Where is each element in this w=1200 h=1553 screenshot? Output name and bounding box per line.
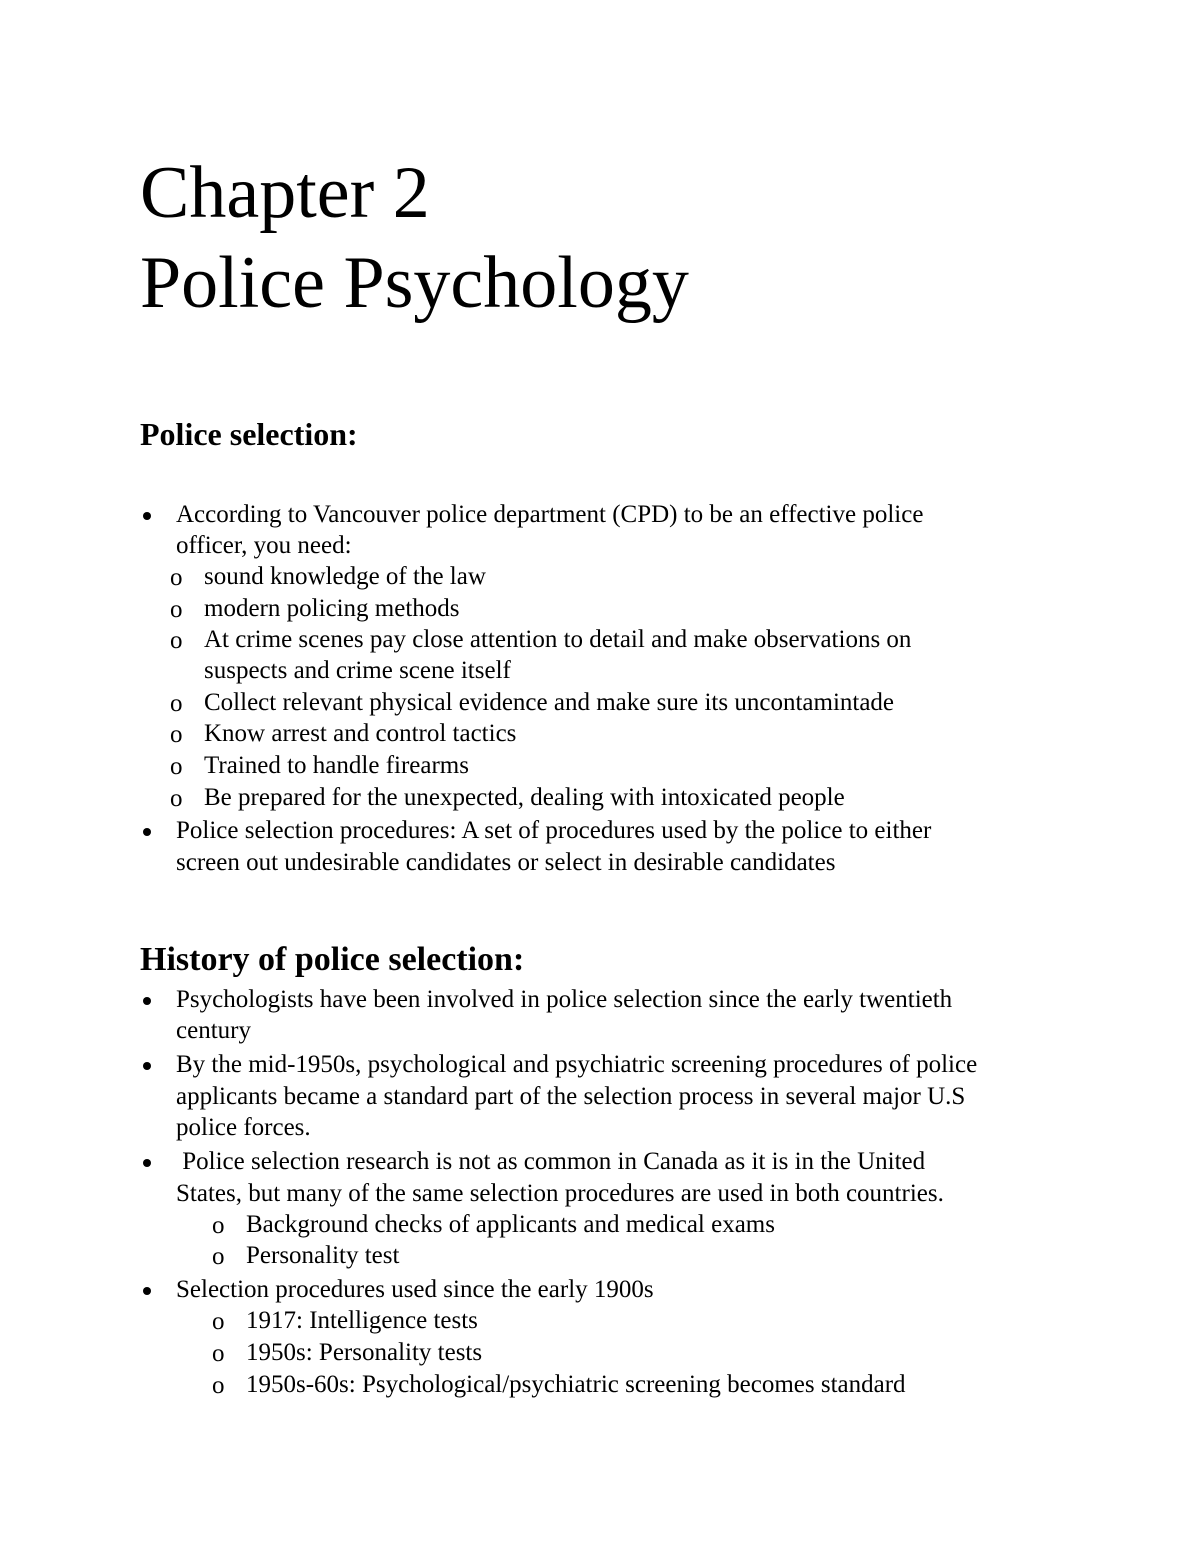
sub-list-item: modern policing methods (204, 595, 460, 622)
chapter-subtitle: Police Psychology (140, 242, 689, 324)
sub-bullet-marker: o (212, 1372, 225, 1399)
sub-list-item: Personality test (246, 1242, 400, 1269)
sub-bullet-marker: o (212, 1340, 225, 1367)
list-item-text: By the mid-1950s, psychological and psychiatric screening procedures of police (176, 1051, 978, 1078)
bullet-marker (143, 828, 151, 836)
list-item-text: Police selection procedures: A set of procedures used by the police to either (176, 817, 932, 844)
section-heading-history: History of police selection: (140, 941, 525, 978)
list-item-text: century (176, 1017, 251, 1044)
list-item-text: Selection procedures used since the early 1900s (176, 1276, 654, 1303)
sub-list-item: Know arrest and control tactics (204, 720, 517, 747)
list-item-text: Psychologists have been involved in police selection since the early twentieth (176, 986, 953, 1013)
list-item-text: According to Vancouver police department (CPD) to be an effective police (176, 501, 924, 528)
bullet-marker (143, 997, 151, 1005)
sub-bullet-marker: o (170, 753, 183, 780)
sub-list-item: 1917: Intelligence tests (246, 1307, 478, 1334)
list-item-text: officer, you need: (176, 532, 352, 559)
list-item-text: screen out undesirable candidates or select in desirable candidates (176, 849, 836, 876)
sub-bullet-marker: o (170, 564, 183, 591)
sub-bullet-marker: o (170, 627, 183, 654)
sub-bullet-marker: o (170, 721, 183, 748)
bullet-marker (143, 1062, 151, 1070)
sub-bullet-marker: o (212, 1308, 225, 1335)
list-item-text: States, but many of the same selection procedures are used in both countries. (176, 1180, 944, 1207)
section-heading-police-selection: Police selection: (140, 416, 358, 452)
sub-bullet-marker: o (170, 690, 183, 717)
sub-bullet-marker: o (212, 1243, 225, 1270)
sub-bullet-marker: o (170, 596, 183, 623)
list-item-text: applicants became a standard part of the selection process in several major U.S (176, 1083, 966, 1110)
sub-list-item: At crime scenes pay close attention to detail and make observations on (204, 626, 912, 653)
sub-list-item: 1950s-60s: Psychological/psychiatric screening becomes standard (246, 1371, 906, 1398)
bullet-marker (143, 1287, 151, 1295)
sub-bullet-marker: o (170, 785, 183, 812)
list-item-text: police forces. (176, 1114, 311, 1141)
sub-bullet-marker: o (212, 1212, 225, 1239)
sub-list-item: Collect relevant physical evidence and make sure its uncontamintade (204, 689, 895, 716)
bullet-marker (143, 1159, 151, 1167)
sub-list-item: suspects and crime scene itself (204, 657, 511, 684)
sub-list-item: Be prepared for the unexpected, dealing with intoxicated people (204, 784, 845, 811)
bullet-marker (143, 512, 151, 520)
sub-list-item: 1950s: Personality tests (246, 1339, 483, 1366)
sub-list-item: Background checks of applicants and medical exams (246, 1211, 775, 1238)
chapter-title: Chapter 2 (140, 152, 430, 234)
sub-list-item: sound knowledge of the law (204, 563, 486, 590)
sub-list-item: Trained to handle firearms (204, 752, 469, 779)
list-item-text: Police selection research is not as common in Canada as it is in the United (176, 1148, 926, 1175)
